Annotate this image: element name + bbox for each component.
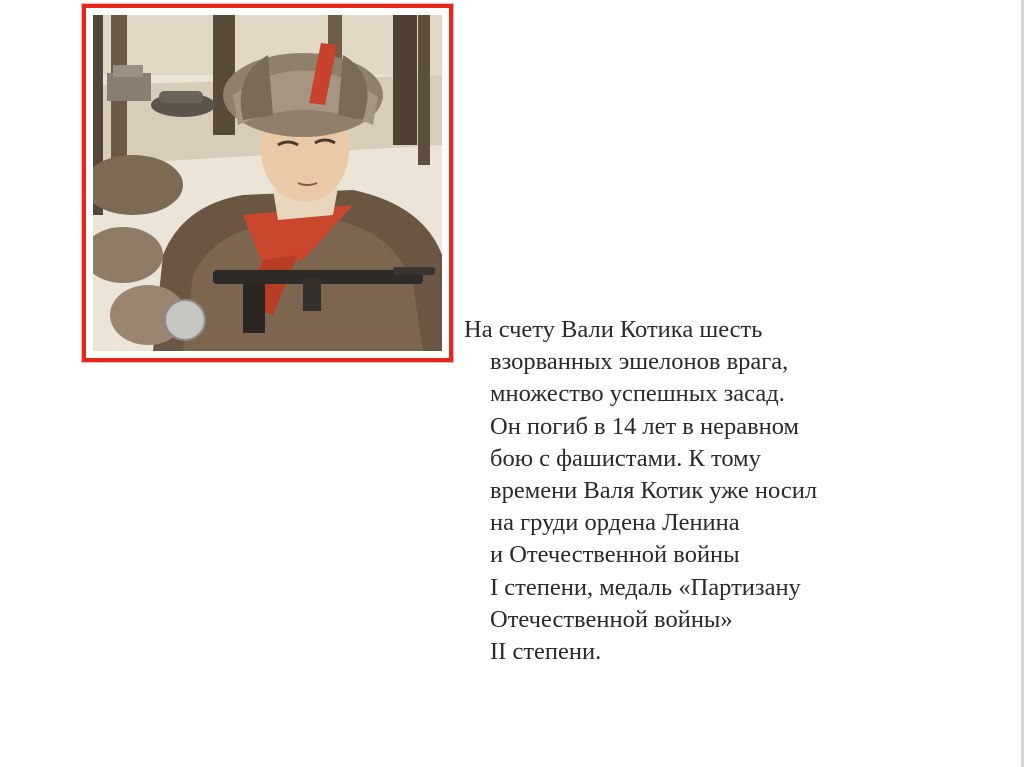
text-line: I степени, медаль «Партизану <box>490 573 801 601</box>
text-line: Отечественной войны» <box>490 605 733 633</box>
text-line: времени Валя Котик уже носил <box>490 477 818 505</box>
portrait-frame <box>82 4 453 362</box>
portrait-illustration <box>93 15 442 351</box>
text-line: бою с фашистами. К тому <box>490 444 761 472</box>
description-paragraph <box>464 314 984 668</box>
text-line: II степени. <box>490 638 602 666</box>
text-line: на груди ордена Ленина <box>490 509 740 537</box>
text-line: Он погиб в 14 лет в неравном <box>490 412 800 440</box>
text-line: взорванных эшелонов врага, <box>490 348 789 376</box>
text-line: На счету Вали Котика шесть <box>464 316 763 343</box>
text-line: и Отечественной войны <box>490 541 740 569</box>
text-line: множество успешных засад. <box>490 380 785 408</box>
